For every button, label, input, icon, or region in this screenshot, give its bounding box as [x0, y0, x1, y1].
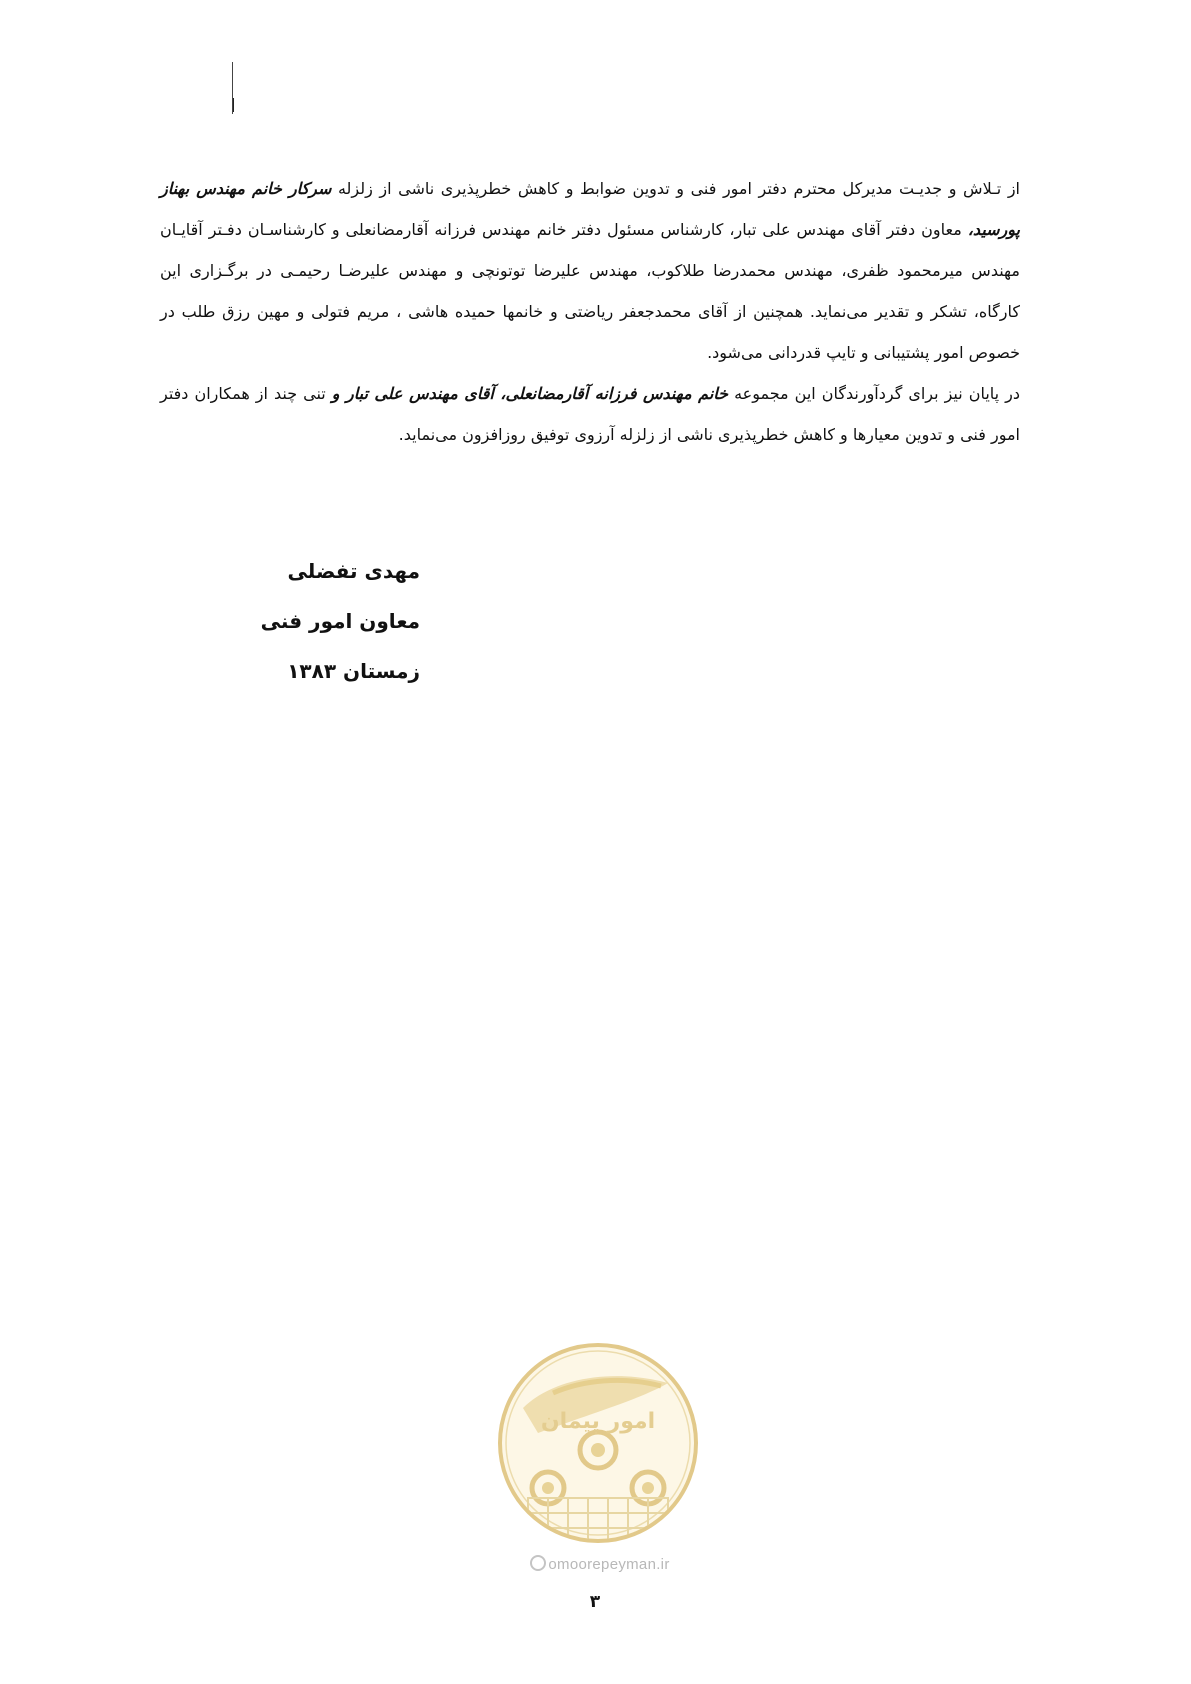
signatory-name: مهدی تفضلی — [287, 559, 420, 583]
watermark-url-text: omoorepeyman.ir — [548, 1556, 670, 1573]
text-segment: تنی چند از همکاران دفتر امور فنی و تدوین معیارها و کاهش خطرپذیری ناشی از زلزله آرزوی توفیق روزافزون می‌نماید. — [160, 384, 1020, 444]
text-segment: از تـلاش و جدیـت مدیرکل محترم دفتر امور فنی و تدوین ضوابط و کاهش خطرپذیری ناشی از زلزله — [331, 179, 1020, 198]
paragraph-closing — [160, 373, 1020, 455]
body-text — [160, 168, 1020, 455]
emphasized-name: سرکار خانم مهندس بهناز پورسید، — [160, 179, 1020, 239]
watermark-url — [500, 1555, 700, 1573]
paragraph-acknowledgement — [160, 168, 1020, 373]
signatory-position: معاون امور فنی — [260, 609, 420, 633]
at-sign-icon — [530, 1555, 546, 1571]
text-segment: در پایان نیز برای گردآورندگان این مجموعه — [728, 384, 1021, 403]
emphasized-name: خانم مهندس فرزانه آقارمضانعلی، آقای مهندس علی تبار و — [331, 384, 729, 403]
text-segment: معاون دفتر آقای مهندس علی تبار، کارشناس مسئول دفتر خانم مهندس فرزانه آقارمضانعلی و کارشناسـان دفـتر آقایـان مهندس میرمحمود ظفری، مهندس محمدرضا طلاکوب، مهندس علیرضا توتونچی و مهندس علیرضـا رحیمـی در برگـزاری این کارگاه، تشکر و تقدیر می‌نماید. همچنین از آقای محمدجعفر ریاضتی و خانمها حمیده هاشی ، مریم فتولی و مهین رزق طلب در خصوص امور پشتیبانی و تایپ قدردانی می‌شود. — [160, 220, 1020, 362]
stamp-label: امور پیمان — [540, 1409, 656, 1434]
signature-block — [240, 546, 420, 696]
signature-date: زمستان ۱۳۸۳ — [287, 659, 420, 683]
margin-line-tick — [233, 98, 234, 112]
omoorepeyman-logo-stamp-icon — [493, 1338, 703, 1548]
page-number: ۳ — [589, 1592, 601, 1612]
